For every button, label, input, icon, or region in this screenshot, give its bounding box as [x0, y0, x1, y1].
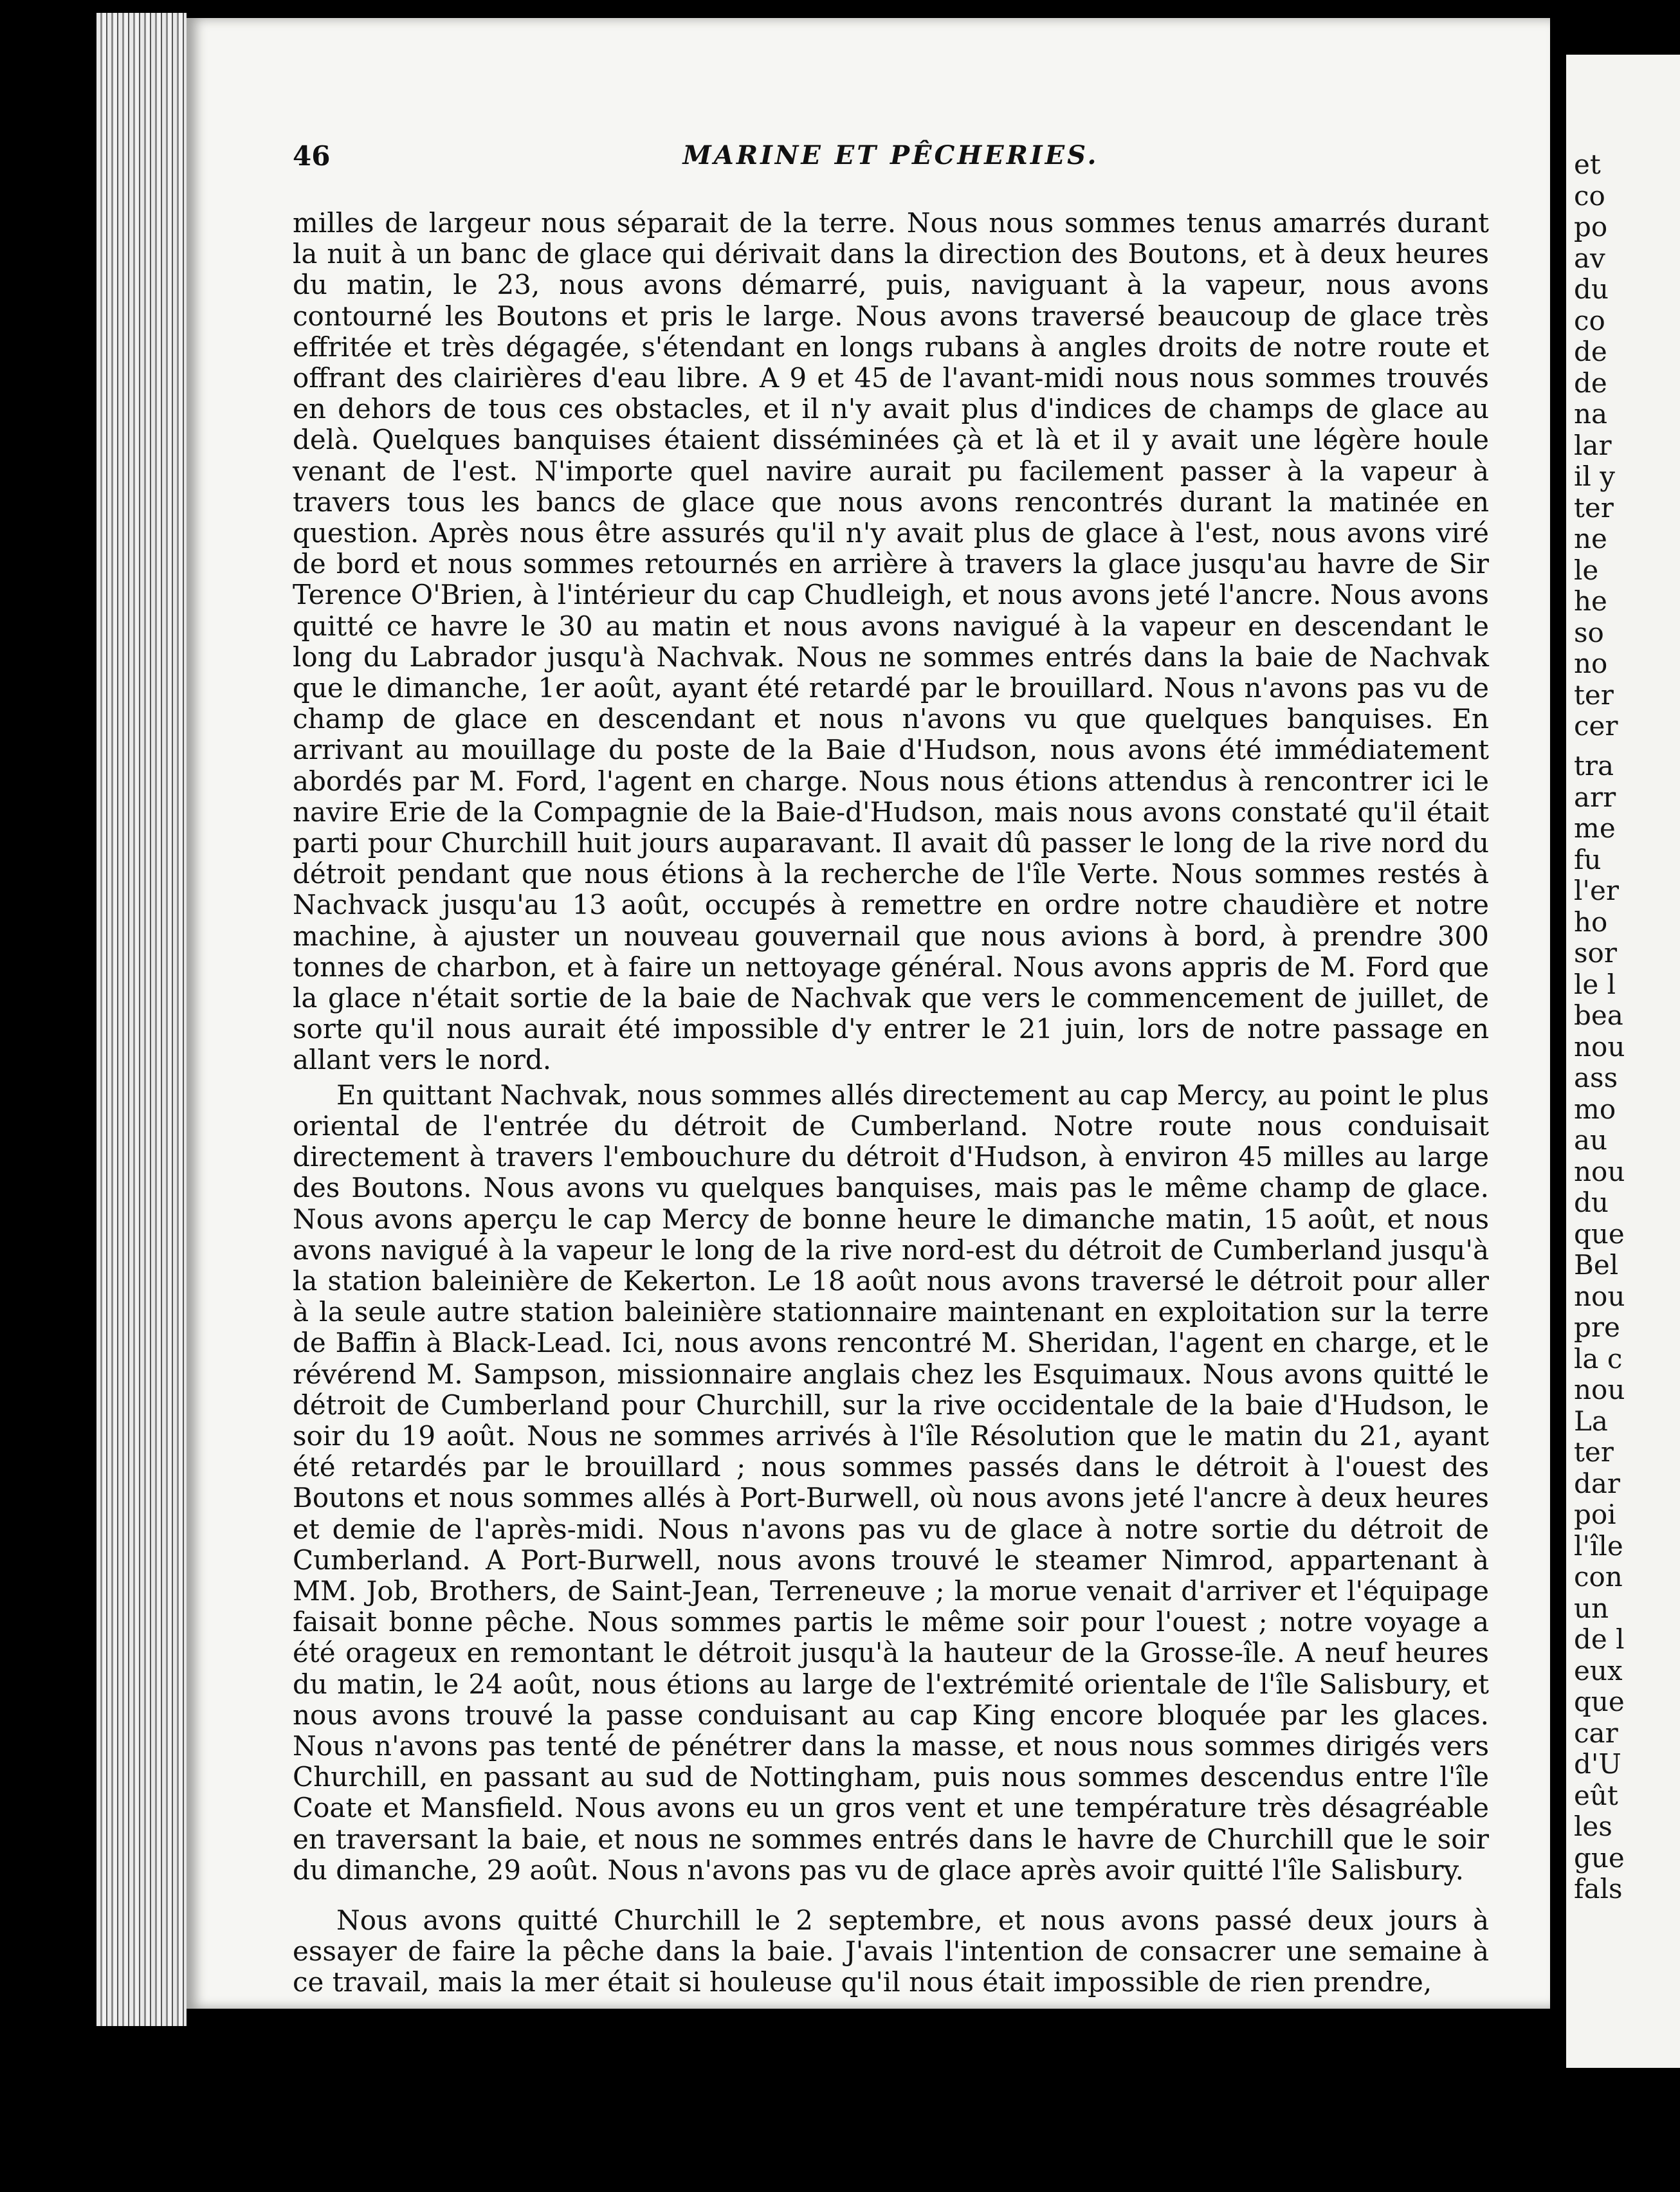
facing-page-fragment: de l — [1574, 1623, 1625, 1655]
facing-page-fragment: fals — [1574, 1873, 1623, 1904]
facing-page-fragment: po — [1574, 211, 1608, 242]
facing-page-fragment: arr — [1574, 781, 1616, 813]
facing-page-fragment: eût — [1574, 1779, 1618, 1811]
facing-page-fragment: nou — [1574, 1155, 1625, 1187]
facing-page-fragment: le l — [1574, 968, 1616, 1000]
facing-page-fragment: au — [1574, 1124, 1608, 1156]
facing-page-fragment: tra — [1574, 750, 1614, 781]
facing-page-fragment: les — [1574, 1811, 1612, 1842]
book-page — [187, 18, 1550, 2009]
facing-page-fragment: du — [1574, 1187, 1609, 1218]
facing-page-fragment: na — [1574, 398, 1608, 430]
facing-page-fragment: l'er — [1574, 875, 1619, 906]
facing-page-fragment: fu — [1574, 843, 1602, 875]
facing-page-fragment: ter — [1574, 679, 1614, 711]
facing-page-fragment: con — [1574, 1561, 1623, 1593]
facing-page-fragment: ter — [1574, 491, 1614, 524]
facing-page-fragment: bea — [1574, 1000, 1623, 1031]
facing-page-fragment: nou — [1574, 1280, 1625, 1312]
facing-page-fragment: av — [1574, 242, 1605, 274]
facing-page-fragment: poi — [1574, 1499, 1616, 1530]
facing-page-fragment: so — [1574, 616, 1604, 648]
facing-page-fragment: ter — [1574, 1436, 1614, 1468]
page-number: 46 — [293, 140, 331, 172]
facing-page-fragment: gue — [1574, 1841, 1625, 1874]
facing-page-fragment: que — [1574, 1686, 1625, 1717]
book-fore-edge — [96, 13, 187, 2026]
facing-page-fragment: l'île — [1574, 1530, 1623, 1562]
facing-page-fragment: cer — [1574, 710, 1618, 742]
paragraph-3: Nous avons quitté Churchill le 2 septembre, et nous avons passé deux jours à essayer de faire la pêche dans la baie. J'avais l'intention de consacrer une semaine à ce travail, mais la mer était si houleuse qu'il nous était impossible de rien prendre, — [293, 1904, 1489, 1998]
facing-page-fragment: sor — [1574, 937, 1617, 969]
facing-page-fragment: que — [1574, 1218, 1625, 1250]
facing-page-fragment: le — [1574, 554, 1599, 586]
facing-page-fragment: ne — [1574, 523, 1607, 554]
page-body — [293, 208, 1489, 1998]
facing-page-fragment: pre — [1574, 1311, 1620, 1343]
facing-page-fragment: la c — [1574, 1342, 1623, 1375]
facing-page-fragment: Bel — [1574, 1249, 1619, 1281]
facing-page-fragment: me — [1574, 812, 1616, 844]
facing-page-fragment: eux — [1574, 1654, 1623, 1686]
facing-page-fragment: La — [1574, 1405, 1608, 1437]
facing-page-fragment: d'U — [1574, 1748, 1621, 1780]
paragraph-1: milles de largeur nous séparait de la terre. Nous nous sommes tenus amarrés durant la nuit à un banc de glace qui dérivait dans la direction des Boutons, et à deux heures du matin, le 23, nous avons démarré, puis, naviguant à la vapeur, nous avons contourné les Boutons et pris le large. Nous avons traversé beaucoup de glace très effritée et très dégagée, s'étendant en longs rubans à angles droits de notre route et offrant des clairières d'eau libre. A 9 et 45 de l'avant-midi nous nous sommes trouvés en dehors de tous ces obstacles, et il n'y avait plus d'indices de champs de glace au delà. Quelques banquises étaient disséminées çà et là et il y avait une légère houle venant de l'est. N'importe quel navire aurait pu facilement passer à la vapeur à travers tous les bancs de glace que nous avons rencontrés durant la matinée en question. Après nous être assurés qu'il n'y avait plus de glace à l'est, nous avons viré de bord et nous sommes retournés en arrière à travers la glace jusqu'au havre de Sir Terence O'Brien, à l'intérieur du cap Chudleigh, et nous avons jeté l'ancre. Nous avons quitté ce havre le 30 au matin et nous avons navigué à la vapeur en descendant le long du Labrador jusqu'à Nachvak. Nous ne sommes entrés dans la baie de Nachvak que le dimanche, 1er août, ayant été retardé par le brouillard. Nous n'avons pas vu de champ de glace en descendant et nous n'avons vu que quelques banquises. En arrivant au mouillage du poste de la Baie d'Hudson, nous avons été immédiatement abordés par M. Ford, l'agent en charge. Nous nous étions attendus à rencontrer ici le navire Erie de la Compagnie de la Baie-d'Hudson, mais nous avons constaté qu'il était parti pour Churchill huit jours auparavant. Il avait dû passer le long de la rive nord du détroit pendant que nous étions à la recherche de l'île Verte. Nous sommes restés à Nachvack jusqu'au 13 août, occupés à remettre en ordre notre chaudière et notre machine, à ajuster un nouveau gouvernail que nous avions à bord, à prendre 300 tonnes de charbon, et à faire un nettoyage général. Nous avons appris de M. Ford que la glace n'était sortie de la baie de Nachvak que vers le commencement de juillet, de sorte qu'il nous aurait été impossible d'y entrer le 21 juin, lors de notre passage en allant vers le nord. — [293, 207, 1489, 1076]
facing-page-edge — [1566, 55, 1680, 2068]
facing-page-fragment: car — [1574, 1717, 1618, 1749]
facing-page-fragment: ho — [1574, 906, 1608, 938]
facing-page-fragment: he — [1574, 585, 1607, 617]
facing-page-fragment: co — [1574, 304, 1605, 336]
facing-page-fragment: de — [1574, 367, 1607, 399]
facing-page-fragment: ass — [1574, 1062, 1618, 1093]
facing-page-fragment: no — [1574, 648, 1608, 679]
facing-page-fragment: nou — [1574, 1030, 1625, 1063]
facing-page-fragment: co — [1574, 179, 1605, 212]
page-header — [293, 140, 1489, 185]
facing-page-fragment: il y — [1574, 461, 1615, 492]
running-head: MARINE ET PÊCHERIES. — [682, 140, 1099, 170]
facing-page-fragment: et — [1574, 149, 1601, 180]
facing-page-fragment: nou — [1574, 1374, 1625, 1405]
facing-page-fragment: de — [1574, 336, 1607, 367]
facing-page-fragment: du — [1574, 273, 1609, 305]
facing-page-fragment: lar — [1574, 429, 1612, 461]
facing-page-fragment: un — [1574, 1592, 1609, 1624]
facing-page-fragment: mo — [1574, 1093, 1616, 1125]
paragraph-2: En quittant Nachvak, nous sommes allés directement au cap Mercy, au point le plus oriental de l'entrée du détroit de Cumberland. Notre route nous conduisait directement à travers l'embouchure du détroit d'Hudson, à environ 45 milles au large des Boutons. Nous avons vu quelques banquises, mais pas le même champ de glace. Nous avons aperçu le cap Mercy de bonne heure le dimanche matin, 15 août, et nous avons navigué à la vapeur le long de la rive nord-est du détroit de Cumberland jusqu'à la station baleinière de Kekerton. Le 18 août nous avons traversé le détroit pour aller à la seule autre station baleinière stationnaire maintenant en exploitation sur la terre de Baffin à Black-Lead. Ici, nous avons rencontré M. Sheridan, l'agent en charge, et le révérend M. Sampson, missionnaire anglais chez les Esquimaux. Nous avons quitté le détroit de Cumberland pour Churchill, sur la rive occidentale de la baie d'Hudson, le soir du 19 août. Nous ne sommes arrivés à l'île Résolution que le matin du 21, ayant été retardés par le brouillard ; nous sommes passés dans le détroit à l'ouest des Boutons et nous sommes allés à Port-Burwell, où nous avons jeté l'ancre à deux heures et demie de l'après-midi. Nous n'avons pas vu de glace à notre sortie du détroit de Cumberland. A Port-Burwell, nous avons trouvé le steamer Nimrod, appartenant à MM. Job, Brothers, de Saint-Jean, Terreneuve ; la morue venait d'arriver et l'équipage faisait bonne pêche. Nous sommes partis le même soir pour l'ouest ; notre voyage a été orageux en remontant le détroit jusqu'à la hauteur de la Grosse-île. A neuf heures du matin, le 24 août, nous étions au large de l'extrémité orientale de l'île Salisbury, et nous avons trouvé la passe conduisant au cap King encore bloquée par les glaces. Nous n'avons pas tenté de pénétrer dans la masse, et nous nous sommes dirigés vers Churchill, en passant au sud de Nottingham, puis nous sommes descendus entre l'île Coate et Mansfield. Nous avons eu un gros vent et une température très désagréable en traversant la baie, et nous ne sommes entrés dans le havre de Churchill que le soir du dimanche, 29 août. Nous n'avons pas vu de glace après avoir quitté l'île Salisbury. — [293, 1079, 1489, 1886]
facing-page-fragment: dar — [1574, 1467, 1621, 1499]
